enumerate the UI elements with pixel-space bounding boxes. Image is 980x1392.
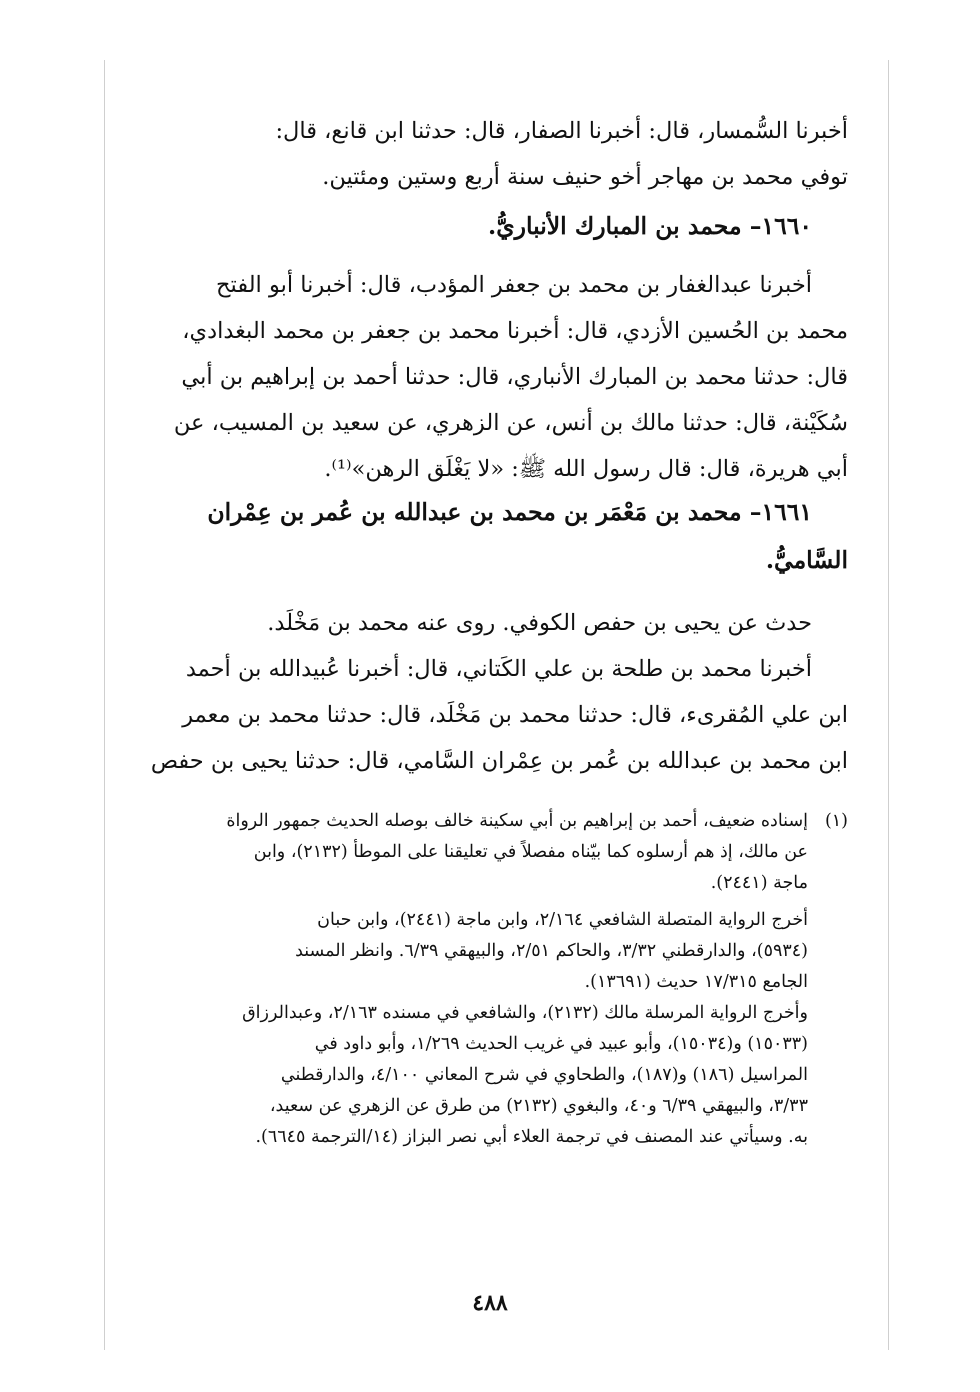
page-number: ٤٨٨: [472, 1290, 508, 1316]
text-line: توفي محمد بن مهاجر أخو حنيف سنة أربع وستين ومئتين.: [322, 164, 848, 190]
footnote-line: [132, 806, 848, 837]
text-line: ابن علي المُقرىء، قال: حدثنا محمد بن مَخْلَد، قال: حدثنا محمد بن معمر: [182, 702, 848, 728]
footnote-line: أخرج الرواية المتصلة الشافعي ٢/١٦٤، وابن ماجة (٢٤٤١)، وابن حبان: [317, 910, 808, 930]
footnote-line: ٣/٣٣، والبيهقي ٦/٣٩ و٤٠، والبغوي (٢١٣٢) من طرق عن الزهري عن سعيد،: [269, 1096, 808, 1116]
footnote-line: (١٥٠٣٣) و(١٥٠٣٤)، وأبو عبيد في غريب الحديث ١/٢٦٩، وأبو داود في: [314, 1034, 808, 1054]
text-line: قال: حدثنا محمد بن المبارك الأنباري، قال: حدثنا أحمد بن إبراهيم بن أبي: [181, 364, 848, 390]
text-line: أخبرنا محمد بن طلحة بن علي الكَتاني، قال: أخبرنا عُبيدالله بن أحمد: [185, 656, 812, 682]
entry-1660-body: [132, 262, 848, 492]
entry-heading: ١٦٦٠– محمد بن المبارك الأنباريُّ.: [488, 212, 812, 240]
text-line: أخبرنا السُّمسار، قال: أخبرنا الصفار، قال: حدثنا ابن قانع، قال:: [275, 118, 848, 144]
footnote-line: الجامع ١٧/٣١٥ حديث (١٣٦٩١).: [584, 972, 808, 992]
entry-heading: ١٦٦١– محمد بن مَعْمَر بن محمد بن عبدالله بن عُمر بن عِمْران: [207, 498, 812, 526]
text-line: أخبرنا عبدالغفار بن محمد بن جعفر المؤدب، قال: أخبرنا أبو الفتح: [216, 272, 812, 298]
scan-margin-line-left: [104, 60, 105, 1350]
entry-heading-continuation: السَّاميُّ.: [765, 546, 848, 574]
scan-margin-line-right: [888, 60, 889, 1350]
text-line: ابن محمد بن عبدالله بن عُمر بن عِمْران السَّامي، قال: حدثنا يحيى بن حفص: [150, 748, 848, 774]
footnote-line: (٥٩٣٤)، والدارقطني ٣/٣٢، والحاكم ٢/٥١، والبيهقي ٦/٣٩. وانظر المسند: [295, 941, 808, 961]
footnote-line: عن مالك، إذ هم أرسلوه كما بيّناه مفصلاً في تعليقنا على الموطأ (٢١٣٢)، وابن: [253, 842, 808, 862]
entry-1660: [132, 202, 848, 250]
footnotes: [132, 806, 848, 1153]
text-line: حدث عن يحيى بن حفص الكوفي. روى عنه محمد بن مَخْلَد.: [267, 610, 812, 636]
continuation-paragraph: [132, 108, 848, 200]
text-line: محمد بن الحُسين الأزدي، قال: أخبرنا محمد بن جعفر بن محمد البغدادي،: [182, 318, 848, 344]
entry-1661-body: [132, 600, 848, 784]
footnote-line: وأخرج الرواية المرسلة مالك (٢١٣٢)، والشافعي في مسنده ٢/١٦٣، وعبدالرزاق: [242, 1003, 808, 1023]
footnote-text: إسناده ضعيف، أحمد بن إبراهيم بن أبي سكينة خالف بوصله الحديث جمهور الرواة: [226, 811, 808, 831]
footnote-line: به. وسيأتي عند المصنف في ترجمة العلاء أبي نصر البزاز (١٤/الترجمة ٦٦٤٥).: [255, 1127, 808, 1147]
footnote-line: المراسيل (١٨٦) و(١٨٧)، والطحاوي في شرح المعاني ٤/١٠٠، والدارقطني: [280, 1065, 808, 1085]
text-line: أبي هريرة، قال: قال رسول الله ﷺ: «لا يَغْلَق الرهن»⁽¹⁾.: [324, 456, 848, 482]
text-line: سُكَيْنة، قال: حدثنا مالك بن أنس، عن الزهري، عن سعيد بن المسيب، عن: [173, 410, 848, 436]
footnote-marker: (١): [824, 811, 848, 831]
entry-1661: [132, 488, 848, 584]
footnote-line: ماجة (٢٤٤١).: [710, 873, 808, 893]
